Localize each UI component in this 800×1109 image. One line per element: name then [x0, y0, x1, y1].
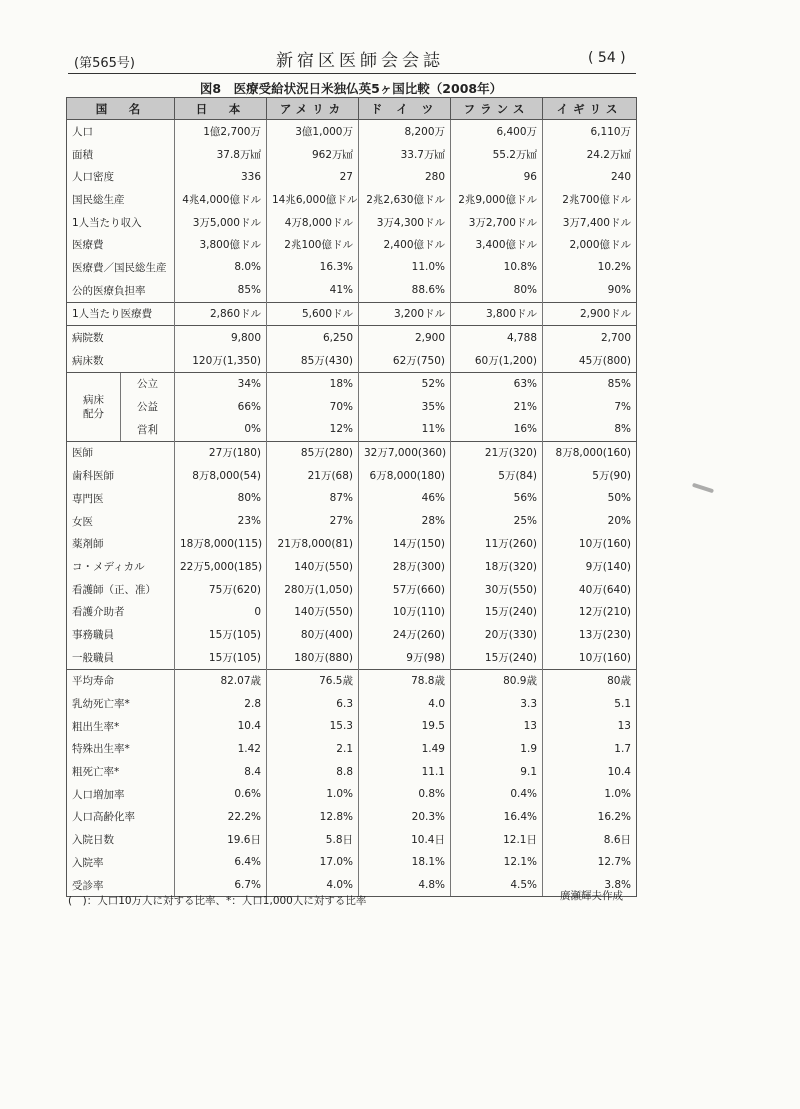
table-cell: 4.0: [359, 692, 451, 715]
table-cell: 15万(105): [175, 646, 267, 669]
table-cell: 140万(550): [267, 600, 359, 623]
table-row: [67, 349, 637, 372]
table-cell: 20%: [543, 510, 637, 533]
table-cell: 9万(140): [543, 555, 637, 578]
table-row: [67, 233, 637, 256]
table-cell: 1億2,700万: [175, 120, 267, 143]
col-header-country: 国 名: [67, 98, 175, 120]
row-label: 特殊出生率*: [67, 738, 175, 761]
group-label-line: 配分: [83, 407, 104, 420]
table-cell: 76.5歳: [267, 669, 359, 692]
table-cell: 3,800ドル: [451, 302, 543, 326]
table-row: [67, 120, 637, 143]
row-label: 人口増加率: [67, 783, 175, 806]
table-cell: 21万(68): [267, 464, 359, 487]
table-cell: 27%: [267, 510, 359, 533]
table-cell: 1.42: [175, 738, 267, 761]
table-cell: 45万(800): [543, 349, 637, 372]
table-row: [67, 441, 637, 464]
table-cell: 7%: [543, 395, 637, 418]
table-row: [67, 510, 637, 533]
row-label: 事務職員: [67, 623, 175, 646]
table-cell: 8.6日: [543, 828, 637, 851]
table-cell: 33.7万㎢: [359, 143, 451, 166]
table-cell: 4.0%: [267, 874, 359, 897]
table-cell: 10万(160): [543, 646, 637, 669]
table-cell: 2兆700億ドル: [543, 188, 637, 211]
table-cell: 962万㎢: [267, 143, 359, 166]
table-row: [67, 532, 637, 555]
table-cell: 14兆6,000億ドル: [267, 188, 359, 211]
table-cell: 3.3: [451, 692, 543, 715]
table-cell: 41%: [267, 279, 359, 302]
table-cell: 12%: [267, 418, 359, 441]
table-cell: 9,800: [175, 326, 267, 349]
table-cell: 11.0%: [359, 256, 451, 279]
table-cell: 3.8%: [543, 874, 637, 897]
table-cell: 3,800億ドル: [175, 233, 267, 256]
table-cell: 1.49: [359, 738, 451, 761]
table-cell: 0%: [175, 418, 267, 441]
row-label: 薬剤師: [67, 532, 175, 555]
table-cell: 15万(240): [451, 600, 543, 623]
table-row: [67, 165, 637, 188]
table-cell: 4.8%: [359, 874, 451, 897]
table-cell: 2.1: [267, 738, 359, 761]
row-label: 女医: [67, 510, 175, 533]
table-cell: 10.4日: [359, 828, 451, 851]
table-cell: 280万(1,050): [267, 578, 359, 601]
table-cell: 240: [543, 165, 637, 188]
table-row: [67, 256, 637, 279]
table-cell: 4,788: [451, 326, 543, 349]
table-cell: 10.2%: [543, 256, 637, 279]
row-label: 入院日数: [67, 828, 175, 851]
table-row: [67, 279, 637, 302]
row-label: 面積: [67, 143, 175, 166]
table-cell: 0: [175, 600, 267, 623]
table-cell: 12万(210): [543, 600, 637, 623]
table-cell: 16.3%: [267, 256, 359, 279]
table-cell: 88.6%: [359, 279, 451, 302]
table-cell: 10.4: [543, 760, 637, 783]
table-cell: 15万(240): [451, 646, 543, 669]
row-label: 受診率: [67, 874, 175, 897]
table-cell: 13万(230): [543, 623, 637, 646]
col-header-germany: ド イ ツ: [359, 98, 451, 120]
table-cell: 1.0%: [543, 783, 637, 806]
table-cell: 8.4: [175, 760, 267, 783]
table-cell: 63%: [451, 372, 543, 395]
table-row: [67, 692, 637, 715]
table-cell: 15.3: [267, 715, 359, 738]
row-label: 人口密度: [67, 165, 175, 188]
table-cell: 57万(660): [359, 578, 451, 601]
table-row: [67, 326, 637, 349]
row-sublabel: 公益: [121, 395, 175, 418]
row-label: 粗出生率*: [67, 715, 175, 738]
row-label: 人口: [67, 120, 175, 143]
table-cell: 8%: [543, 418, 637, 441]
table-row: [67, 783, 637, 806]
table-cell: 9.1: [451, 760, 543, 783]
table-cell: 2兆2,630億ドル: [359, 188, 451, 211]
table-cell: 80万(400): [267, 623, 359, 646]
table-row: [67, 646, 637, 669]
row-label: 1人当たり医療費: [67, 302, 175, 326]
table-row: [67, 806, 637, 829]
table-row: [67, 211, 637, 234]
table-cell: 8.0%: [175, 256, 267, 279]
table-cell: 96: [451, 165, 543, 188]
table-cell: 0.8%: [359, 783, 451, 806]
table-row: [67, 760, 637, 783]
table-cell: 20万(330): [451, 623, 543, 646]
table-row: [67, 715, 637, 738]
scan-mark: [692, 483, 714, 494]
table-cell: 13: [451, 715, 543, 738]
table-cell: 37.8万㎢: [175, 143, 267, 166]
table-row: [67, 188, 637, 211]
figure-title: 図8 医療受給状況日米独仏英5ヶ国比較（2008年）: [199, 81, 503, 96]
table-cell: 3,200ドル: [359, 302, 451, 326]
table-cell: 0.4%: [451, 783, 543, 806]
table-cell: 9万(98): [359, 646, 451, 669]
journal-title: 新宿区医師会会誌: [276, 51, 444, 71]
table-cell: 2兆9,000億ドル: [451, 188, 543, 211]
table-cell: 19.5: [359, 715, 451, 738]
table-cell: 8,200万: [359, 120, 451, 143]
table-cell: 55.2万㎢: [451, 143, 543, 166]
table-cell: 25%: [451, 510, 543, 533]
table-cell: 34%: [175, 372, 267, 395]
table-cell: 85%: [175, 279, 267, 302]
table-cell: 2,860ドル: [175, 302, 267, 326]
table-cell: 80%: [451, 279, 543, 302]
table-cell: 2,900ドル: [543, 302, 637, 326]
table-cell: 4.5%: [451, 874, 543, 897]
table-cell: 30万(550): [451, 578, 543, 601]
table-cell: 140万(550): [267, 555, 359, 578]
table-header-row: [67, 98, 637, 120]
table-cell: 60万(1,200): [451, 349, 543, 372]
table-cell: 5万(90): [543, 464, 637, 487]
table-cell: 27万(180): [175, 441, 267, 464]
table-cell: 1.9: [451, 738, 543, 761]
row-label: 一般職員: [67, 646, 175, 669]
issue-number: (第565号): [74, 56, 135, 71]
col-header-usa: アメリカ: [267, 98, 359, 120]
table-cell: 50%: [543, 487, 637, 510]
col-header-france: フランス: [451, 98, 543, 120]
table-cell: 2,000億ドル: [543, 233, 637, 256]
row-label: コ・メディカル: [67, 555, 175, 578]
table-cell: 70%: [267, 395, 359, 418]
table-cell: 11万(260): [451, 532, 543, 555]
table-cell: 75万(620): [175, 578, 267, 601]
page-number: ( 54 ): [588, 50, 626, 66]
table-cell: 23%: [175, 510, 267, 533]
row-label: 病床数: [67, 349, 175, 372]
table-cell: 3万4,300ドル: [359, 211, 451, 234]
table-cell: 8.8: [267, 760, 359, 783]
row-label: 医師: [67, 441, 175, 464]
table-cell: 85万(430): [267, 349, 359, 372]
table-cell: 10万(110): [359, 600, 451, 623]
header-rule: [68, 73, 636, 74]
table-cell: 0.6%: [175, 783, 267, 806]
table-cell: 27: [267, 165, 359, 188]
table-cell: 6.7%: [175, 874, 267, 897]
table-cell: 13: [543, 715, 637, 738]
table-cell: 24万(260): [359, 623, 451, 646]
table-row: [67, 555, 637, 578]
table-row: [67, 623, 637, 646]
table-cell: 3億1,000万: [267, 120, 359, 143]
table-cell: 2,400億ドル: [359, 233, 451, 256]
table-cell: 18万(320): [451, 555, 543, 578]
table-cell: 82.07歳: [175, 669, 267, 692]
row-label: 国民総生産: [67, 188, 175, 211]
table-cell: 2.8: [175, 692, 267, 715]
table-cell: 5.1: [543, 692, 637, 715]
table-cell: 21%: [451, 395, 543, 418]
table-row: [67, 487, 637, 510]
table-cell: 80.9歳: [451, 669, 543, 692]
col-header-japan: 日 本: [175, 98, 267, 120]
bed-allocation-group-label: [67, 372, 121, 441]
table-row: [67, 395, 637, 418]
table-cell: 3万2,700ドル: [451, 211, 543, 234]
table-row: [67, 578, 637, 601]
table-cell: 80%: [175, 487, 267, 510]
table-cell: 10万(160): [543, 532, 637, 555]
col-header-uk: イギリス: [543, 98, 637, 120]
table-cell: 66%: [175, 395, 267, 418]
table-row: [67, 418, 637, 441]
table-cell: 22.2%: [175, 806, 267, 829]
row-sublabel: 営利: [121, 418, 175, 441]
table-cell: 40万(640): [543, 578, 637, 601]
row-label: 病院数: [67, 326, 175, 349]
table-cell: 2,700: [543, 326, 637, 349]
row-label: 医療費: [67, 233, 175, 256]
table-cell: 3万5,000ドル: [175, 211, 267, 234]
table-cell: 18万8,000(115): [175, 532, 267, 555]
row-label: 人口高齢化率: [67, 806, 175, 829]
table-cell: 11.1: [359, 760, 451, 783]
table-cell: 21万8,000(81): [267, 532, 359, 555]
table-cell: 62万(750): [359, 349, 451, 372]
row-label: 看護介助者: [67, 600, 175, 623]
table-row: [67, 669, 637, 692]
table-row: [67, 143, 637, 166]
table-cell: 16.4%: [451, 806, 543, 829]
table-cell: 10.8%: [451, 256, 543, 279]
row-label: 1人当たり収入: [67, 211, 175, 234]
table-cell: 14万(150): [359, 532, 451, 555]
row-sublabel: 公立: [121, 372, 175, 395]
footnote: ( )：人口10万人に対する比率、*：人口1,000人に対する比率: [68, 895, 367, 907]
table-cell: 16.2%: [543, 806, 637, 829]
table-row: [67, 600, 637, 623]
table-cell: 12.8%: [267, 806, 359, 829]
table-cell: 46%: [359, 487, 451, 510]
table-cell: 8万8,000(54): [175, 464, 267, 487]
table-cell: 20.3%: [359, 806, 451, 829]
row-label: 公的医療負担率: [67, 279, 175, 302]
row-label: 看護師（正、准）: [67, 578, 175, 601]
table-cell: 85%: [543, 372, 637, 395]
table-cell: 18%: [267, 372, 359, 395]
table-cell: 85万(280): [267, 441, 359, 464]
table-cell: 1.7: [543, 738, 637, 761]
table-cell: 18.1%: [359, 851, 451, 874]
table-cell: 6,250: [267, 326, 359, 349]
table-cell: 120万(1,350): [175, 349, 267, 372]
table-cell: 12.1%: [451, 851, 543, 874]
table-cell: 4万8,000ドル: [267, 211, 359, 234]
comparison-table: [66, 97, 637, 897]
row-label: 粗死亡率*: [67, 760, 175, 783]
table-cell: 6.3: [267, 692, 359, 715]
table-cell: 2兆100億ドル: [267, 233, 359, 256]
table-cell: 22万5,000(185): [175, 555, 267, 578]
row-label: 入院率: [67, 851, 175, 874]
table-cell: 87%: [267, 487, 359, 510]
group-label-line: 病床: [83, 393, 104, 406]
table-cell: 80歳: [543, 669, 637, 692]
row-label: 医療費／国民総生産: [67, 256, 175, 279]
table-cell: 19.6日: [175, 828, 267, 851]
table-row: [67, 851, 637, 874]
row-label: 専門医: [67, 487, 175, 510]
table-row: [67, 372, 637, 395]
table-cell: 16%: [451, 418, 543, 441]
row-label: 平均寿命: [67, 669, 175, 692]
table-cell: 17.0%: [267, 851, 359, 874]
table-cell: 2,900: [359, 326, 451, 349]
table-cell: 11%: [359, 418, 451, 441]
table-row: [67, 828, 637, 851]
table-cell: 32万7,000(360): [359, 441, 451, 464]
table-cell: 78.8歳: [359, 669, 451, 692]
table-cell: 56%: [451, 487, 543, 510]
table-cell: 5,600ドル: [267, 302, 359, 326]
table-cell: 6,110万: [543, 120, 637, 143]
table-body: [67, 120, 637, 897]
table-cell: 35%: [359, 395, 451, 418]
table-cell: 6万8,000(180): [359, 464, 451, 487]
table-cell: 336: [175, 165, 267, 188]
table-cell: 4兆4,000億ドル: [175, 188, 267, 211]
table-cell: 8万8,000(160): [543, 441, 637, 464]
table-cell: 90%: [543, 279, 637, 302]
table-cell: 21万(320): [451, 441, 543, 464]
table-cell: 10.4: [175, 715, 267, 738]
table-cell: 3万7,400ドル: [543, 211, 637, 234]
table-cell: 6.4%: [175, 851, 267, 874]
table-row: [67, 738, 637, 761]
row-label: 乳幼死亡率*: [67, 692, 175, 715]
table-cell: 12.7%: [543, 851, 637, 874]
table-row: [67, 302, 637, 326]
row-label: 歯科医師: [67, 464, 175, 487]
table-cell: 6,400万: [451, 120, 543, 143]
table-cell: 28万(300): [359, 555, 451, 578]
table-cell: 12.1日: [451, 828, 543, 851]
table-cell: 3,400億ドル: [451, 233, 543, 256]
table-cell: 52%: [359, 372, 451, 395]
table-row: [67, 464, 637, 487]
table-cell: 5万(84): [451, 464, 543, 487]
author-credit: 廣瀬輝夫作成: [560, 890, 623, 902]
table-cell: 280: [359, 165, 451, 188]
table-cell: 5.8日: [267, 828, 359, 851]
table-cell: 1.0%: [267, 783, 359, 806]
table-cell: 28%: [359, 510, 451, 533]
table-cell: 180万(880): [267, 646, 359, 669]
table-cell: 24.2万㎢: [543, 143, 637, 166]
table-cell: 15万(105): [175, 623, 267, 646]
